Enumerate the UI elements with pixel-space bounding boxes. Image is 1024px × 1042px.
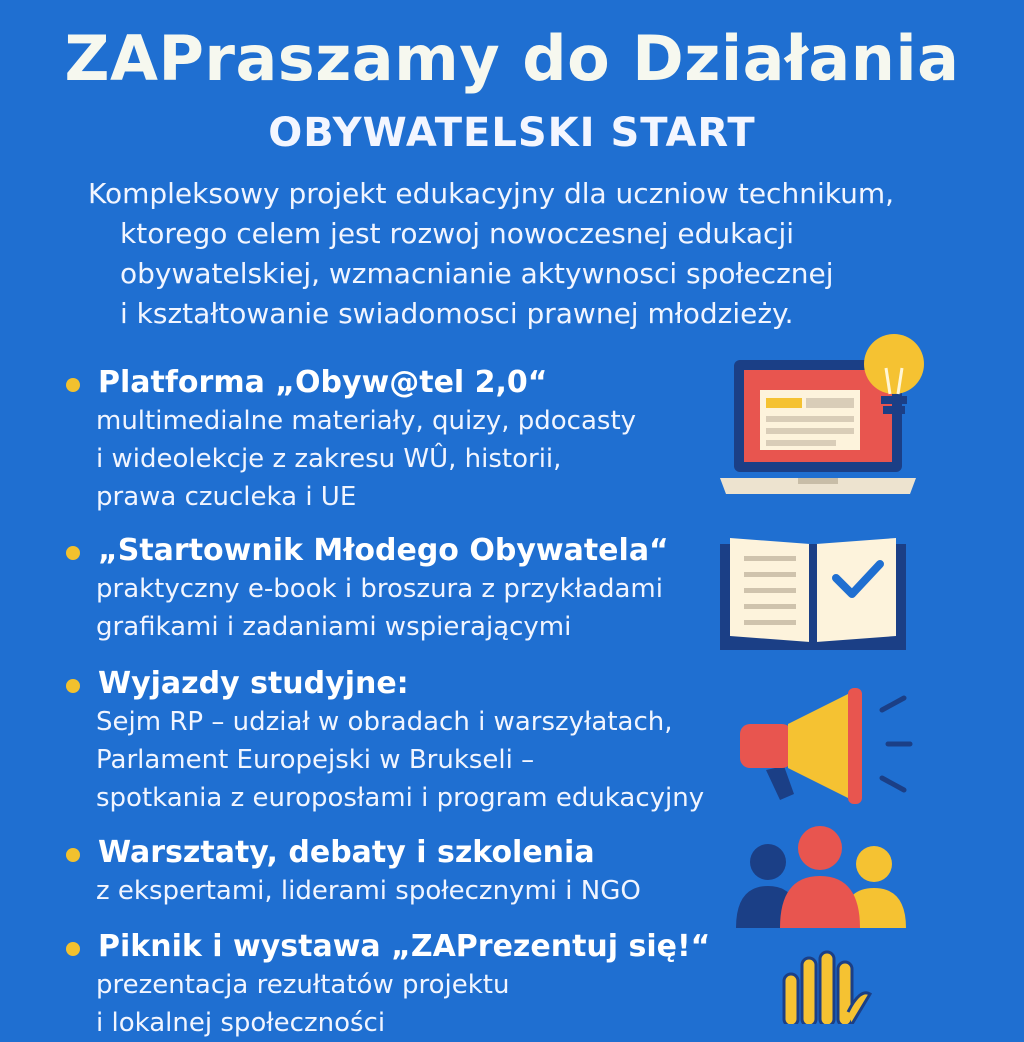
item-desc-line: i lokalnej społeczności [96, 1008, 386, 1038]
item-description [96, 570, 706, 646]
bullet-icon [66, 679, 80, 693]
item-desc-line: i wideolekcje z zakresu WÛ, historii, [96, 444, 562, 474]
item-title: Warsztaty, debaty i szkolenia [98, 835, 595, 870]
bullet-icon [66, 942, 80, 956]
open-book-check-icon [718, 530, 908, 652]
item-desc-line: multimedialne materiały, quizy, pdocasty [96, 406, 637, 436]
intro-line: ktorego celem jest rozwoj nowoczesnej edukacji [120, 217, 795, 250]
page-subtitle: OBYWATELSKI START [268, 110, 756, 156]
bullet-icon [66, 378, 80, 392]
bullet-icon [66, 546, 80, 560]
raised-hand-icon [778, 948, 874, 1024]
item-desc-line: grafikami i zadaniami wspierającymi [96, 612, 572, 642]
page-title: ZAPraszamy do Działania [64, 22, 960, 95]
intro-line: obywatelskiej, wzmacnianie aktywnosci społecznej [120, 257, 834, 290]
laptop-lightbulb-icon [716, 328, 932, 500]
bullet-icon [66, 848, 80, 862]
list-item-platform [66, 364, 706, 516]
list-item-workshops [66, 834, 706, 910]
item-desc-line: praktyczny e-book i broszura z przykładami [96, 574, 663, 604]
list-item-picnic [66, 928, 711, 1042]
item-title: Piknik i wystawa „ZAPrezentuj się!“ [98, 929, 711, 964]
item-desc-line: Parlament Europejski w Brukseli – [96, 745, 535, 775]
intro-paragraph [84, 174, 944, 334]
item-title: Platforma „Obyw@tel 2,0“ [98, 365, 548, 400]
item-description [96, 402, 706, 516]
item-desc-line: prawa czucleka i UE [96, 482, 357, 512]
item-desc-line: z ekspertami, liderami społecznymi i NGO [96, 876, 641, 906]
item-description [96, 703, 706, 817]
list-item-startownik [66, 532, 706, 646]
intro-line: i kształtowanie swiadomosci prawnej młodzieży. [120, 297, 794, 330]
item-title: Wyjazdy studyjne: [98, 666, 409, 701]
people-group-icon [734, 824, 910, 932]
item-desc-line: spotkania z europosłami i program edukacyjny [96, 783, 705, 813]
item-title: „Startownik Młodego Obywatela“ [98, 533, 669, 568]
intro-line: Kompleksowy projekt edukacyjny dla uczniow technikum, [88, 177, 894, 210]
item-description [96, 872, 706, 910]
list-item-study-trips [66, 665, 706, 817]
item-desc-line: prezentacja rezułtatów projektu [96, 970, 510, 1000]
item-desc-line: Sejm RP – udział w obradach i warszyłatach, [96, 707, 673, 737]
item-description [96, 966, 706, 1042]
megaphone-icon [736, 686, 916, 806]
